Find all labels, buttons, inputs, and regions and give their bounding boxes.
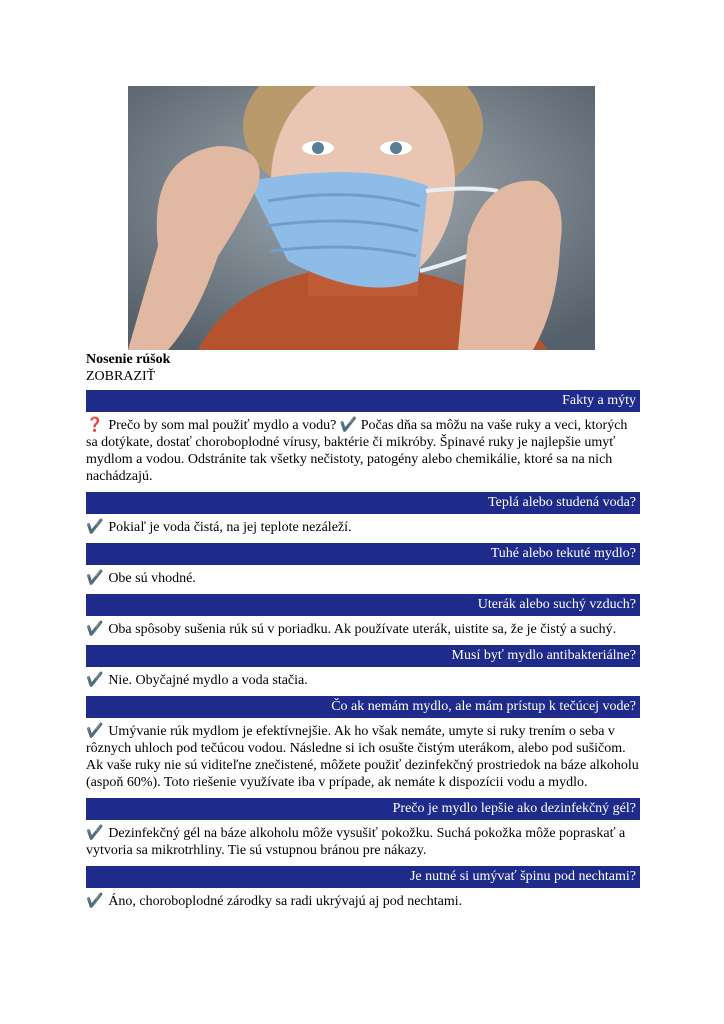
faq-header: Je nutné si umývať špinu pod nechtami? xyxy=(86,866,640,888)
woman-wearing-mask-illustration xyxy=(128,86,595,350)
faq-item xyxy=(86,645,640,696)
faq-answer-text: Umývanie rúk mydlom je efektívnejšie. Ak ho však nemáte, umyte si ruky trením o seba v rôznych uhloch pod tečúcou vodou. Následne si ich osušte čistým uterákom, alebo pod sušičom. Ak vaše ruky nie sú viditeľne znečistené, môžete použiť dezinfekčný prostriedok na báze alkoholu (aspoň 60%). Toto riešenie využívate iba v prípade, ak nemáte k dispozícii vodu a mydlo. xyxy=(86,724,639,790)
check-icon: ✔️ xyxy=(86,825,109,841)
check-icon: ✔️ xyxy=(86,672,109,688)
faq-answer xyxy=(86,412,640,492)
faq-answer xyxy=(86,888,640,917)
faq-answer xyxy=(86,514,640,543)
faq-answer-text: Obe sú vhodné. xyxy=(108,571,196,586)
check-icon: ✔️ xyxy=(86,893,109,909)
faq-item xyxy=(86,594,640,645)
faq-header: Čo ak nemám mydlo, ale mám prístup k tečúcej vode? xyxy=(86,696,640,718)
faq-answer-text: Pokiaľ je voda čistá, na jej teplote nezáleží. xyxy=(108,520,352,535)
check-icon: ✔️ xyxy=(86,621,109,637)
faq-answer xyxy=(86,718,640,798)
faq-header: Musí byť mydlo antibakteriálne? xyxy=(86,645,640,667)
faq-item xyxy=(86,696,640,798)
faq-item xyxy=(86,492,640,543)
faq-section xyxy=(86,390,640,917)
faq-item xyxy=(86,798,640,866)
faq-answer xyxy=(86,667,640,696)
faq-answer xyxy=(86,616,640,645)
mask-photo xyxy=(128,86,595,350)
faq-answer xyxy=(86,565,640,594)
document-title: Nosenie rúšok xyxy=(86,352,171,367)
faq-item xyxy=(86,390,640,492)
faq-answer-text: Oba spôsoby sušenia rúk sú v poriadku. Ak používate uterák, uistite sa, že je čistý a suchý. xyxy=(108,622,617,637)
check-icon: ✔️ xyxy=(86,570,109,586)
faq-answer-text: Nie. Obyčajné mydlo a voda stačia. xyxy=(108,673,308,688)
faq-answer xyxy=(86,820,640,866)
check-icon: ✔️ xyxy=(86,723,109,739)
question-icon: ❓ xyxy=(86,417,109,433)
faq-header: Fakty a mýty xyxy=(86,390,640,412)
check-icon: ✔️ xyxy=(86,519,109,535)
document-heading xyxy=(86,351,170,385)
faq-answer-text: Áno, choroboplodné zárodky sa radi ukrývajú aj pod nechtami. xyxy=(108,894,463,909)
faq-answer-text: Dezinfekčný gél na báze alkoholu môže vysušiť pokožku. Suchá pokožka môže popraskať a vytvoria sa mikrotrhliny. Tie sú vstupnou bránou pre nákazy. xyxy=(86,826,626,858)
faq-header: Tuhé alebo tekuté mydlo? xyxy=(86,543,640,565)
faq-answer-text: Prečo by som mal použiť mydlo a vodu? ✔️ Počas dňa sa môžu na vaše ruky a veci, ktorých sa dotýkate, dostať choroboplodné vírusy, baktérie či mikróby. Špinavé ruky je najlepšie umyť mydlom a vodou. Odstránite tak všetky nečistoty, patogény alebo chemikálie, ktoré sa na nich nachádzajú. xyxy=(86,418,628,484)
faq-item xyxy=(86,866,640,917)
faq-header: Uterák alebo suchý vzduch? xyxy=(86,594,640,616)
faq-item xyxy=(86,543,640,594)
faq-header: Prečo je mydlo lepšie ako dezinfekčný gél? xyxy=(86,798,640,820)
document-subtitle[interactable]: ZOBRAZIŤ xyxy=(86,369,156,384)
faq-header: Teplá alebo studená voda? xyxy=(86,492,640,514)
